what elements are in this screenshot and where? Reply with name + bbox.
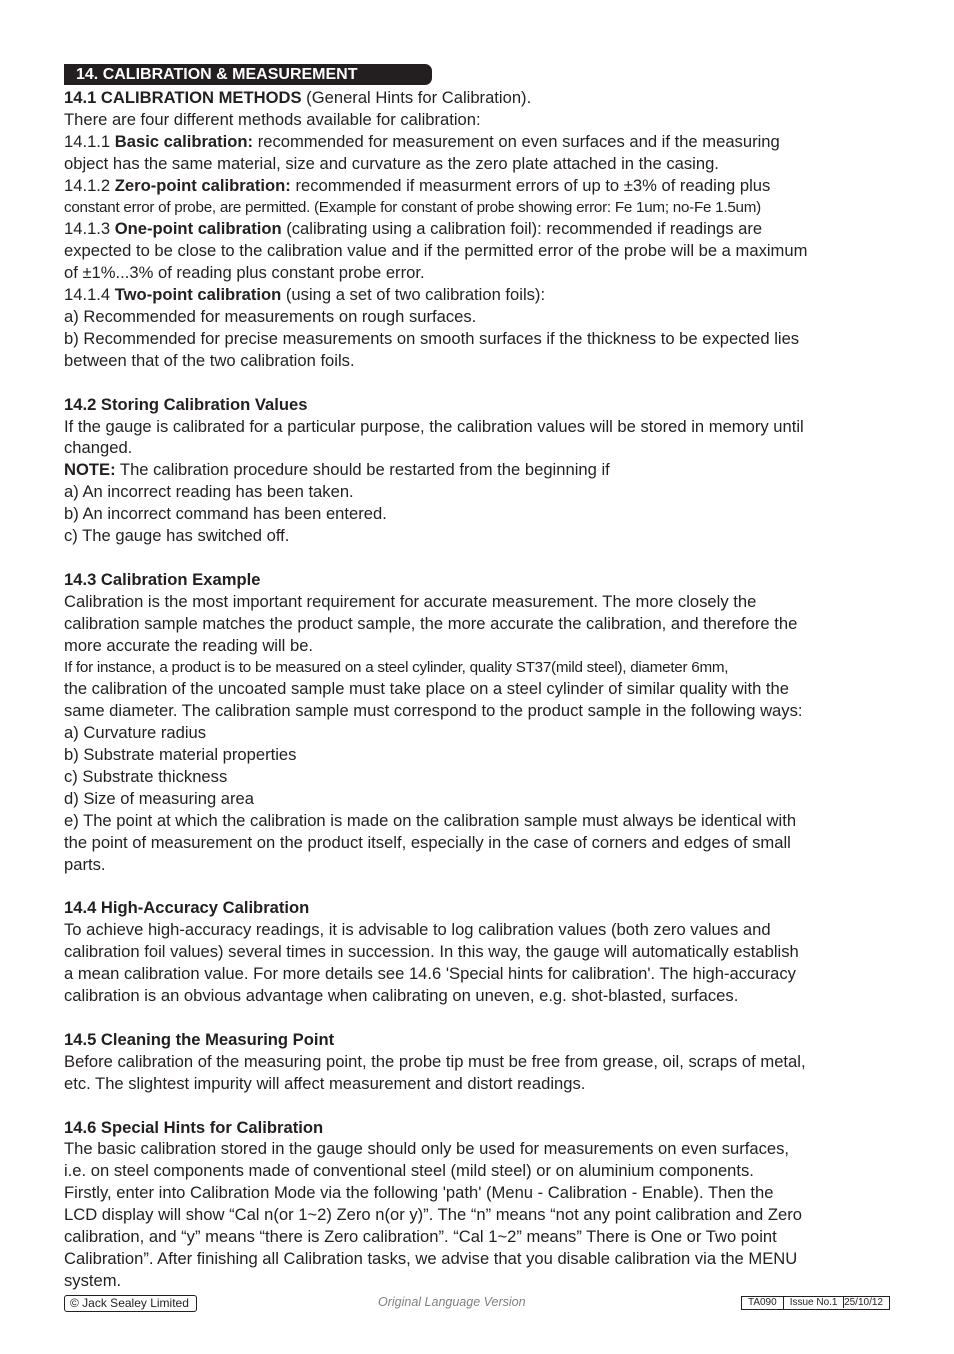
- paragraph: etc. The slightest impurity will affect measurement and distort readings.: [64, 1073, 586, 1093]
- list-item: a) An incorrect reading has been taken.: [64, 482, 354, 502]
- model-number: TA090: [747, 1297, 777, 1308]
- document-reference-box: [741, 1296, 890, 1310]
- paragraph: Calibration is the most important requirement for accurate measurement. The more closely the: [64, 591, 757, 611]
- paragraph: same diameter. The calibration sample must correspond to the product sample in the following ways:: [64, 701, 803, 721]
- paragraph: the calibration of the uncoated sample must take place on a steel cylinder of similar quality with the: [64, 679, 789, 699]
- paragraph: Firstly, enter into Calibration Mode via the following 'path' (Menu - Calibration - Enable). Then the: [64, 1183, 774, 1203]
- paragraph: calibration is an obvious advantage when calibrating on uneven, e.g. shot-blasted, surfaces.: [64, 986, 739, 1006]
- paragraph: calibration foil values) several times in succession. In this way, the gauge will automatically establish: [64, 942, 799, 962]
- paragraph: between that of the two calibration foils.: [64, 350, 355, 370]
- copyright-box: © Jack Sealey Limited: [64, 1295, 197, 1312]
- paragraph: parts.: [64, 854, 106, 874]
- list-item: a) Recommended for measurements on rough surfaces.: [64, 307, 477, 327]
- list-item: b) Recommended for precise measurements on smooth surfaces if the thickness to be expected lies: [64, 328, 800, 348]
- paragraph: object has the same material, size and curvature as the zero plate attached in the casing.: [64, 153, 719, 173]
- method-zero-point: 14.1.2 Zero-point calibration: recommended if measurment errors of up to ±3% of reading plus: [64, 175, 771, 195]
- paragraph: calibration sample matches the product sample, the more accurate the calibration, and therefore the: [64, 613, 798, 633]
- list-item: e) The point at which the calibration is made on the calibration sample must always be identical with: [64, 810, 797, 830]
- list-item: b) Substrate material properties: [64, 745, 297, 765]
- paragraph: To achieve high-accuracy readings, it is advisable to log calibration values (both zero values and: [64, 920, 771, 940]
- paragraph: a mean calibration value. For more details see 14.6 'Special hints for calibration'. The high-accuracy: [64, 964, 796, 984]
- paragraph: changed.: [64, 438, 133, 458]
- paragraph: If for instance, a product is to be measured on a steel cylinder, quality ST37(mild steel), diameter 6mm,: [64, 658, 729, 676]
- paragraph: Calibration”. After finishing all Calibration tasks, we advise that you disable calibration via the MENU: [64, 1248, 798, 1268]
- method-basic: 14.1.1 Basic calibration: recommended for measurement on even surfaces and if the measuring: [64, 131, 780, 151]
- paragraph: The basic calibration stored in the gauge should only be used for measurements on even surfaces,: [64, 1139, 790, 1159]
- section-14-5-heading: 14.5 Cleaning the Measuring Point: [64, 1029, 335, 1049]
- list-item: d) Size of measuring area: [64, 788, 255, 808]
- section-14-6-heading: 14.6 Special Hints for Calibration: [64, 1117, 324, 1137]
- section-14-1-heading: 14.1 CALIBRATION METHODS (General Hints for Calibration).: [64, 88, 532, 107]
- paragraph: There are four different methods available for calibration:: [64, 109, 481, 129]
- page-footer: [64, 1295, 890, 1313]
- manual-page: [64, 64, 892, 1292]
- paragraph: LCD display will show “Cal n(or 1~2) Zero n(or y)”. The “n” means “not any point calibration and Zero: [64, 1205, 802, 1225]
- list-item: c) The gauge has switched off.: [64, 526, 290, 546]
- note: NOTE: The calibration procedure should be restarted from the beginning if: [64, 460, 610, 480]
- paragraph: of ±1%...3% of reading plus constant probe error.: [64, 263, 425, 283]
- list-item: c) Substrate thickness: [64, 767, 228, 787]
- paragraph: expected to be close to the calibration value and if the permitted error of the probe will be a maximum: [64, 241, 808, 261]
- paragraph: constant error of probe, are permitted. (Example for constant of probe showing error: Fe 1um; no-Fe 1.5um): [64, 198, 761, 216]
- issue-number: Issue No.1 25/10/12: [783, 1297, 889, 1309]
- section-14-3-heading: 14.3 Calibration Example: [64, 569, 261, 589]
- method-two-point: 14.1.4 Two-point calibration (using a set of two calibration foils):: [64, 285, 546, 305]
- paragraph: system.: [64, 1270, 122, 1290]
- section-14-4-heading: 14.4 High-Accuracy Calibration: [64, 898, 310, 918]
- section-14-2-heading: 14.2 Storing Calibration Values: [64, 394, 308, 414]
- paragraph: Before calibration of the measuring point, the probe tip must be free from grease, oil, scraps of metal,: [64, 1051, 806, 1071]
- method-one-point: 14.1.3 One-point calibration (calibrating using a calibration foil): recommended if readings are: [64, 219, 763, 239]
- paragraph: If the gauge is calibrated for a particular purpose, the calibration values will be stored in memory until: [64, 416, 804, 436]
- section-banner: 14. CALIBRATION & MEASUREMENT: [64, 64, 432, 85]
- paragraph: i.e. on steel components made of conventional steel (mild steel) or on aluminium components.: [64, 1161, 754, 1181]
- list-item: b) An incorrect command has been entered.: [64, 504, 387, 524]
- paragraph: more accurate the reading will be.: [64, 635, 314, 655]
- language-note: Original Language Version: [378, 1295, 526, 1309]
- list-item: a) Curvature radius: [64, 723, 207, 743]
- paragraph: calibration, and “y” means “there is Zero calibration”. “Cal 1~2” means” There is One or Two point: [64, 1227, 777, 1247]
- paragraph: the point of measurement on the product itself, especially in the case of corners and edges of small: [64, 832, 791, 852]
